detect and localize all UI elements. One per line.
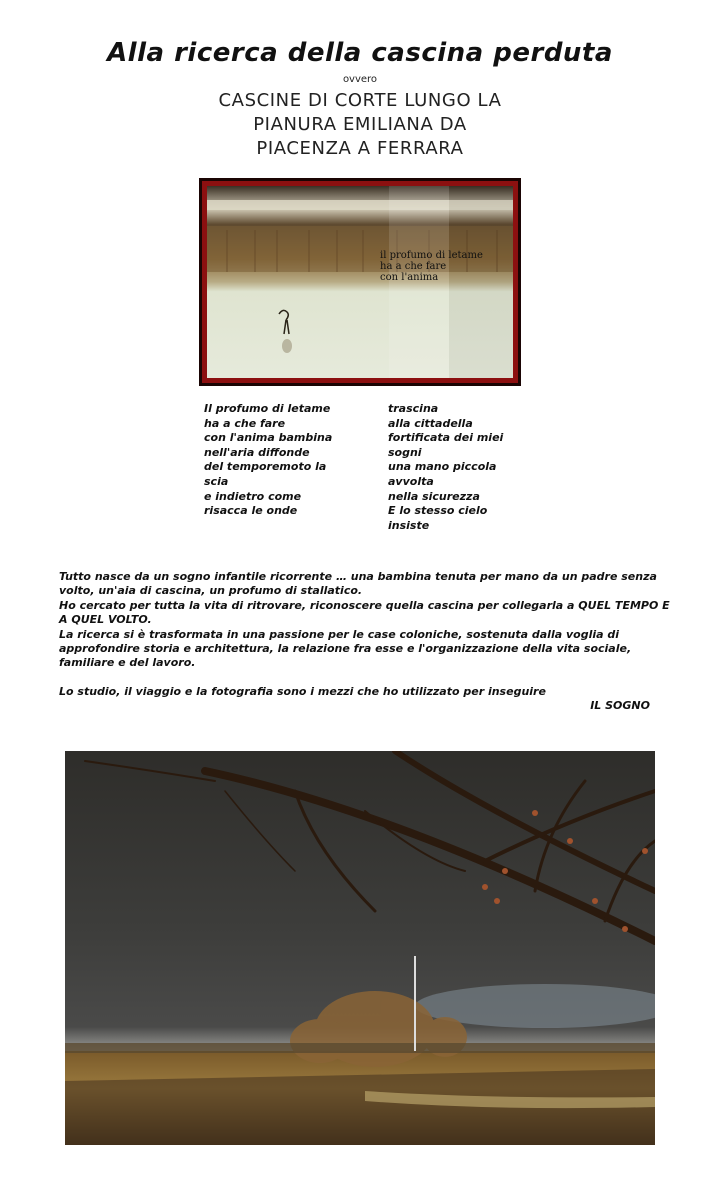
photo-caption-line: ha a che fare [380,261,447,272]
poem-line: fortificata dei miei [388,431,504,445]
page-title: Alla ricerca della cascina perduta [107,38,613,68]
landscape-photo [65,751,655,1145]
photo-caption [380,250,483,283]
poem-right-column [388,402,503,533]
poem-line: con l'anima bambina [204,431,333,445]
signature: IL SOGNO [590,699,650,713]
poem-line: ha a che fare [204,416,286,430]
paragraph: Lo studio, il viaggio e la fotografia sono i mezzi che ho utilizzato per inseguire [59,684,546,698]
poem-line: E lo stesso cielo [388,504,488,518]
subtitle-line: CASCINE DI CORTE LUNGO LA [218,90,502,111]
poem-line: sogni [388,445,422,459]
paragraph: Tutto nasce da un sogno infantile ricorrente … una bambina tenuta per mano da un padre senza volto, un'aia di cascina, un profumo di stallatico. [59,570,657,598]
poem-line: e indietro come [204,489,302,503]
subtitle [0,89,720,161]
poem-line: nell'aria diffonde [204,445,310,459]
poem-line: nella sicurezza [388,489,480,503]
heron-photo [207,186,513,378]
subtitle-line: PIACENZA A FERRARA [256,138,464,159]
photo-caption-line: con l'anima [380,272,439,283]
poem-line: del temporemoto la [204,460,327,474]
poem-line: Il profumo di letame [204,402,331,415]
subtitle-line: PIANURA EMILIANA DA [253,114,467,135]
framed-photo [199,178,521,386]
poem-line: scia [204,474,229,488]
poem-line: risacca le onde [204,504,298,518]
poem-line: trascina [388,402,439,415]
poem-line: alla cittadella [388,416,473,430]
poem-line: una mano piccola [388,460,497,474]
poem-left-column [204,402,332,519]
poem-line: avvolta [388,474,434,488]
paragraph: Ho cercato per tutta la vita di ritrovare, riconoscere quella cascina per collegarla a QUEL TEMPO E A QUEL VOLTO. [59,598,670,627]
paragraph: La ricerca si è trasformata in una passione per le case coloniche, sostenuta dalla voglia di approfondire storia e architettura, la relazione fra esse e l'organizzazione della vita sociale, familiare e del lavoro. [59,627,632,670]
ovvero-label: ovvero [342,74,378,85]
intro-text [59,570,679,714]
photo-caption-line: il profumo di letame [380,250,483,261]
photo-frame [202,181,518,383]
poem-line: insiste [388,518,430,532]
